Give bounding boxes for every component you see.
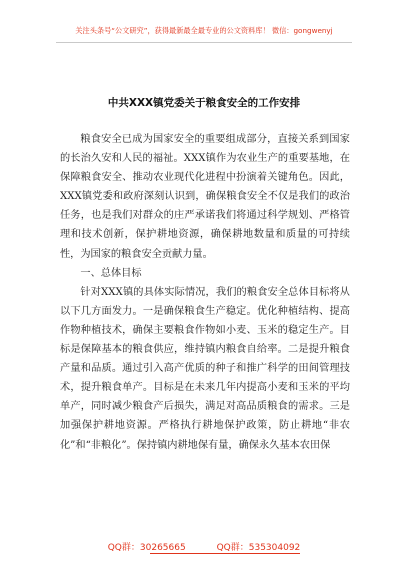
intro-paragraph: 粮食安全已成为国家安全的重要组成部分，直接关系到国家的长治久安和人民的福祉。XXX镇作为农业生产的重要基地，在保障粮食安全、推动农业现代化进程中扮演着关键角色。因此，XXX镇党委和政府深刻认识到，确保粮食安全不仅是我们的政治任务，也是我们对群众的庄严承诺我们将通过科学规划、严格管理和技术创新，保护耕地资源，确保耕地数量和质量的可持续性，为国家的粮食安全贡献力量。 <box>60 134 350 260</box>
footer-qq-group-1: QQ群：30265665 <box>107 543 186 553</box>
footer-contacts <box>0 540 408 553</box>
header-divider <box>56 42 352 43</box>
footer-qq-group-2: QQ群：535304092 <box>216 543 301 553</box>
footer-underline <box>150 553 300 554</box>
document-title: 中共XXX镇党委关于粮食安全的工作安排 <box>107 97 301 109</box>
section-heading-overall-goals: 一、总体目标 <box>80 267 142 279</box>
document-body <box>60 130 350 455</box>
header-banner: 关注头条号“公文研究”，获得最新最全最专业的公文资料库！ 微信：gongwenyj <box>75 26 333 35</box>
goals-paragraph: 针对XXX镇的具体实际情况，我们的粮食安全总体目标将从以下几方面发力。一是确保粮食生产稳定。优化种植结构、提高作物种植技术，确保主要粮食作物如小麦、玉米的稳定生产。目标是保障基本的粮食供应，维持镇内粮食自给率。二是提升粮食产量和品质。通过引入高产优质的种子和推广科学的田间管理技术，提升粮食单产。目标是在未来几年内提高小麦和玉米的平均单产，同时减少粮食产后损失，满足对高品质粮食的需求。三是加强保护耕地资源。严格执行耕地保护政策，防止耕地“非农化”和“非粮化”。保持镇内耕地保有量，确保永久基本农田保 <box>60 286 350 451</box>
